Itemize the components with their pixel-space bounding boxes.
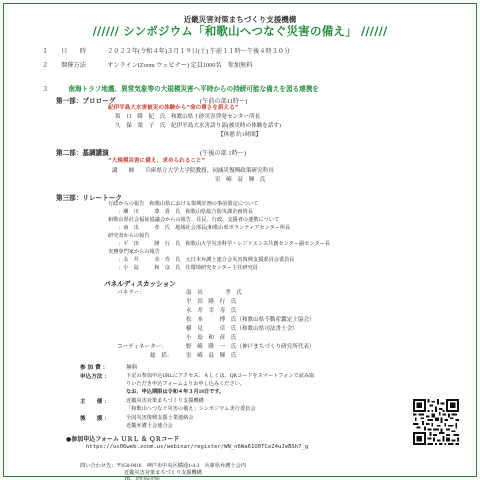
- method-label: 申込方法 ：: [80, 374, 110, 380]
- panelist: 永 井 幸 寿 氏: [186, 308, 237, 314]
- part2-label: 第二部：基調講演: [56, 149, 109, 157]
- method-row: [42, 60, 252, 69]
- panel-label: パネルディスカッション: [104, 280, 176, 288]
- part2-subtitle: “大規模災害に備え、求められること”: [108, 158, 206, 164]
- summary-speaker: 室 崎 益 輝 氏: [186, 353, 237, 359]
- part1-subtitle: 紀伊半島大水害被災の体験から“命の尊さを訴える”: [108, 105, 239, 111]
- part2-speaker-role: 講 師: [112, 168, 135, 174]
- coordinator-role: コーディネーター：: [117, 344, 167, 350]
- host-label: 主 催 ：: [80, 399, 110, 405]
- method-value: オンライン(Zoom ウェビナー) 定員1000名 参加無料: [107, 62, 253, 69]
- part3-line: 研究者からの報告: [108, 233, 150, 239]
- host-line: 「和歌山へつなぐ災害の備え」シンポジウム実行委員会: [126, 406, 256, 412]
- contact-phone: TEL 078-362-0700: [124, 476, 160, 480]
- deadline-line: なお、申込期限は令和４年３月18日です。: [126, 389, 225, 395]
- fee-value: 無料: [126, 365, 138, 371]
- support-line: 近畿弁護士会連合会: [126, 423, 173, 429]
- coordinator: 野 崎 隆 一 氏（神戸まちづくり研究所代表）: [186, 344, 315, 350]
- method-label: 開催方法: [61, 62, 87, 69]
- contact-line: 近畿災害対策まちづくり支援機構: [124, 470, 202, 476]
- part1-time: (午前の部11時～): [200, 98, 248, 105]
- panelist: 松 本 博 氏（和歌山県不動産鑑定士協会）: [186, 317, 315, 323]
- register-url-link[interactable]: https://us06web.zoom.us/webinar/register/WN_n6Wa61O0TCeZ4uJeBSh7_g: [86, 444, 309, 450]
- part3-line: ：南 出 孝 氏 地域社会部長(和歌山県ボランティアセンター所長: [118, 225, 291, 231]
- panelist: 小 島 和 彦 氏: [186, 335, 237, 341]
- date-number: １: [42, 48, 49, 55]
- date-value: ２０２２年(令和４年)３月１９日(土) 午前１１時～午後４時３０分: [107, 48, 291, 55]
- fee-label: 参 加 費 ：: [80, 365, 109, 371]
- part3-line: 行政からの報告 和歌山県における復興計画の事前策定について: [108, 201, 259, 207]
- part3-line: ：平 田 隆 行 氏 和歌山大学災害科学・レジリエンス共創センター副センター長: [118, 241, 330, 247]
- part2-speaker-name: 室 崎 益 輝 氏: [215, 177, 266, 183]
- theme-text: 南海トラフ地震、異常気象等の大規模災害へ平時からの持続可能な備えを図る連携を: [68, 85, 319, 93]
- contact-line: 問い合わせ先：〒650-0016 神戸市中央区橘通1-4-3 兵庫県弁護士会内: [80, 463, 246, 469]
- part3-line: ：瀬 川 尊 貴 氏 和歌山県総合防災課企画班長: [118, 209, 253, 215]
- part2-speaker-row: [112, 166, 274, 174]
- part2-speaker-title: 兵庫県立大学大学院教授、同減災復興政策研究科長: [145, 168, 274, 174]
- part1-speaker2: 久 保 榮 子 氏 紀伊半島大水害語り部(被災時の体験を話す): [115, 123, 281, 129]
- part1-label: 第一部：プロローグ: [56, 97, 116, 105]
- date-label: 日 時: [61, 48, 87, 55]
- panelist: 南 出 孝 氏: [186, 290, 242, 296]
- part1-speaker1: 坂 口 隆 紀 氏 和歌山県土砂災害啓発センター所長: [115, 114, 261, 120]
- support-line: 全国災害復興支援士業連絡会: [126, 415, 194, 421]
- theme-row: [42, 76, 319, 95]
- panelist: 横 見 卓 氏（和歌山県司法書士会）: [186, 326, 298, 332]
- symposium-title: ////// シンポジウム「和歌山へつなぐ災害の備え」 //////: [92, 24, 388, 38]
- panelist: 平 田 隆 行 氏: [186, 299, 237, 305]
- part3-label: 第三部：リレートーク: [56, 194, 122, 202]
- method-number: ２: [42, 62, 49, 69]
- theme-number: ３: [42, 86, 49, 93]
- summary-role: 総 括：: [150, 353, 173, 359]
- date-row: [42, 46, 290, 55]
- part3-line: 実務専門家からの報告: [108, 249, 160, 255]
- panelist-role: パネラー：: [117, 290, 145, 296]
- method-line: 下記の参加申込URLにアクセス、もしくは、QRコードをスマートフォンで読み取: [126, 373, 315, 379]
- register-heading: ●参加申込フォーム ＵＲＬ ＆ ＱＲコード: [66, 436, 180, 443]
- qr-code[interactable]: [413, 399, 459, 445]
- method-line: りいただき申込フォームよりお申し込みください。: [126, 381, 246, 387]
- organizer-heading: 近畿災害対策まちづくり支援機構: [183, 15, 297, 24]
- part3-line: ：小 島 和 彦 氏 住環境研究センター主任研究員: [118, 265, 258, 271]
- part2-time: (午後の部 1時～): [200, 150, 246, 157]
- part3-line: ：永 井 幸 寿 氏 元日本弁護士連合会災害復興支援委員会委員長: [118, 257, 295, 263]
- support-label: 後 援 ：: [80, 416, 110, 422]
- part1-break-note: 【休憩 約1時間】: [218, 132, 262, 138]
- host-line: 近畿災害対策まちづくり支援機構: [126, 398, 204, 404]
- part3-line: 和歌山県社会福祉協議会からの報告、住民、行政、支援者の連携について: [108, 217, 280, 223]
